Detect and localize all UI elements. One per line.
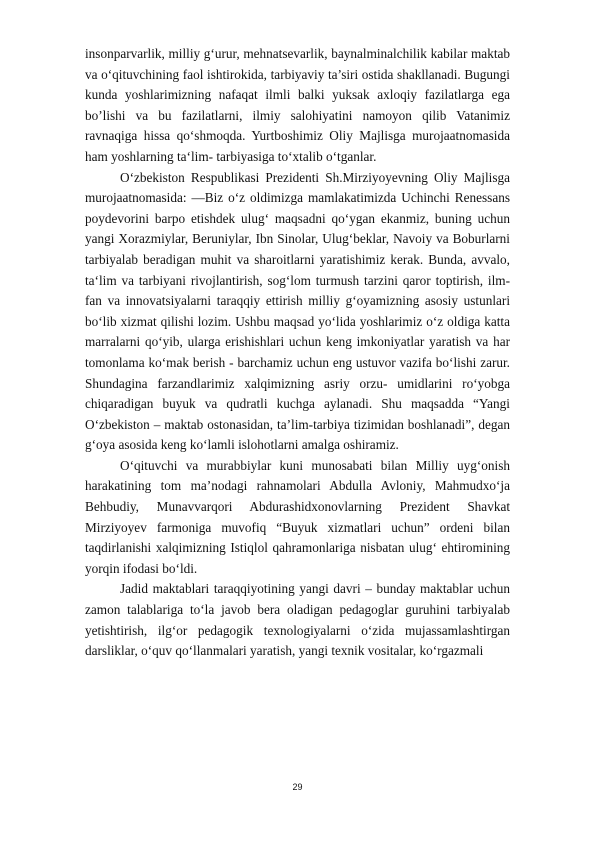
body-text <box>85 44 510 662</box>
paragraph-4: Jadid maktablari taraqqiyotining yangi davri – bunday maktablar uchun zamon talablariga to‘la javob bera oladigan pedagoglar guruhini tarbiyalab yetishtirish, ilg‘or pedagogik texnologiyalarni o‘zida mujassamlashtirgan darsliklar, o‘quv qo‘llanmalari yaratish, yangi texnik vositalar, ko‘rgazmali <box>85 581 510 659</box>
paragraph-3: O‘qituvchi va murabbiylar kuni munosabati bilan Milliy uyg‘onish harakatining tom ma’nodagi rahnamolari Abdulla Avloniy, Mahmudxo‘ja Behbudiy, Munavvarqori Abdurashidxonovlarning Prezident Shavkat Mirziyoyev farmoniga muvofiq “Buyuk xizmatlari uchun” ordeni bilan taqdirlanishi xalqimizning Istiqlol qahramonlariga nisbatan ulug‘ ehtiromining yorqin ifodasi bo‘ldi. <box>85 457 510 576</box>
paragraph-2: O‘zbekiston Respublikasi Prezidenti Sh.Mirziyoyevning Oliy Majlisga murojaatnomasida: ―Biz o‘z oldimizga mamlakatimizda Uchinchi Renessans poydevorini barpo etishdek ulug‘ maqsadni qo‘ygan ekanmiz, buning uchun yangi Xorazmiylar, Beruniylar, Ibn Sinolar, Ulug‘beklar, Navoiy va Boburlarni tarbiyalab beradigan muhit va sharoitlarni yaratishimiz kerak. Bunda, avvalo, ta‘lim va tarbiyani rivojlantirish, sog‘lom turmush tarzini qaror toptirish, ilm-fan va innovatsiyalarni taraqqiy ettirish milliy g‘oyamizning asosiy ustunlari bo‘lib xizmat qilishi lozim. Ushbu maqsad yo‘lida yoshlarimiz o‘z oldiga katta marralarni qo‘yib, ularga erishishlari uchun keng imkoniyatlar yaratish va har tomonlama ko‘mak berish - barchamiz uchun eng ustuvor vazifa bo‘lishi zarur. Shundagina farzandlarimiz xalqimizning asriy orzu- umidlarini ro‘yobga chiqaradigan buyuk va qudratli kuchga aylanadi. Shu maqsadda “Yangi O‘zbekiston – maktab ostonasidan, ta’lim-tarbiya tizimidan boshlanadi”, degan g‘oya asosida keng ko‘lamli islohotlarni amalga oshiramiz. <box>85 169 510 453</box>
page-number: 29 <box>292 782 303 792</box>
paragraph-1: insonparvarlik, milliy g‘urur, mehnatsevarlik, baynalminalchilik kabilar maktab va o‘qituvchining faol ishtirokida, tarbiyaviy ta’siri ostida shakllanadi. Bugungi kunda yoshlarimizning nafaqat ilmli balki yuksak axloqiy fazilatlarga ega bo’lishi va bu fazilatlarni, ilmiy salohiyatini namoyon qilib Vatanimiz ravnaqiga hissa qo‘shmoqda. Yurtboshimiz Oliy Majlisga murojaatnomasida ham yoshlarning ta‘lim- tarbiyasiga to‘xtalib o‘tganlar. <box>85 46 510 164</box>
